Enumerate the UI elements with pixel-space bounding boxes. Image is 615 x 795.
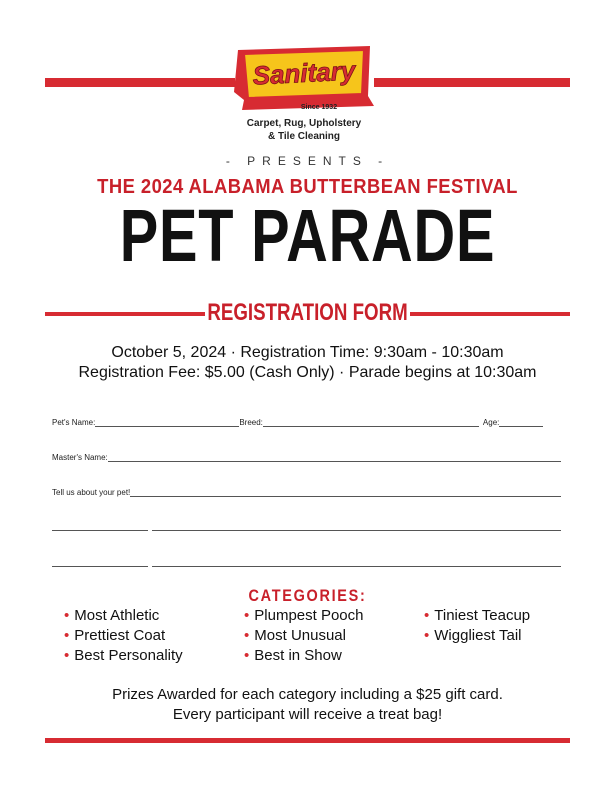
category-item: • Most Unusual <box>244 627 346 644</box>
prize-info: Prizes Awarded for each category including a $25 gift card. <box>112 686 503 703</box>
about-pet-line[interactable] <box>130 488 561 497</box>
about-pet-field[interactable] <box>52 488 561 497</box>
divider-right <box>410 312 570 316</box>
sanitary-logo <box>224 44 384 148</box>
master-name-field[interactable] <box>52 453 561 462</box>
registration-form-heading: REGISTRATION FORM <box>207 299 408 326</box>
breed-line[interactable] <box>263 418 479 427</box>
festival-title: THE 2024 ALABAMA BUTTERBEAN FESTIVAL <box>97 176 518 198</box>
about-line-2b[interactable] <box>152 529 561 531</box>
category-item: • Tiniest Teacup <box>424 607 531 624</box>
top-red-bar-right <box>374 78 570 87</box>
event-fee-parade: Registration Fee: $5.00 (Cash Only) · Parade begins at 10:30am <box>78 364 537 381</box>
category-item: • Best Personality <box>64 647 183 664</box>
about-line-3a[interactable] <box>52 565 148 567</box>
age-line[interactable] <box>499 418 543 427</box>
page-title: PET PARADE <box>119 194 496 277</box>
category-item: • Prettiest Coat <box>64 627 166 644</box>
svg-text:Sanitary: Sanitary <box>251 55 356 91</box>
category-item: • Best in Show <box>244 647 342 664</box>
age-label: Age: <box>482 418 500 427</box>
category-item: • Most Athletic <box>64 607 160 624</box>
breed-label: Breed: <box>239 418 263 427</box>
about-line-3b[interactable] <box>152 565 561 567</box>
logo-tagline-2: & Tile Cleaning <box>267 131 341 142</box>
pet-name-label: Pet's Name: <box>52 418 96 427</box>
top-red-bar-left <box>45 78 235 87</box>
master-name-line[interactable] <box>108 453 561 462</box>
category-item: • Plumpest Pooch <box>244 607 364 624</box>
logo-since: Since 1932 <box>300 104 338 111</box>
pet-name-line[interactable] <box>95 418 239 427</box>
pet-name-field[interactable] <box>52 418 561 427</box>
about-line-2a[interactable] <box>52 529 148 531</box>
about-pet-label: Tell us about your pet! <box>52 488 131 497</box>
event-date-time: October 5, 2024 · Registration Time: 9:30am - 10:30am <box>111 344 504 361</box>
presents-label: - PRESENTS - <box>225 154 390 168</box>
bottom-red-bar <box>45 738 570 743</box>
categories-heading: CATEGORIES: <box>248 586 367 605</box>
treat-bag-info: Every participant will receive a treat bag! <box>172 706 443 723</box>
category-item: • Wiggliest Tail <box>424 627 522 644</box>
master-name-label: Master's Name: <box>52 453 108 462</box>
logo-tagline-1: Carpet, Rug, Upholstery <box>246 118 362 129</box>
